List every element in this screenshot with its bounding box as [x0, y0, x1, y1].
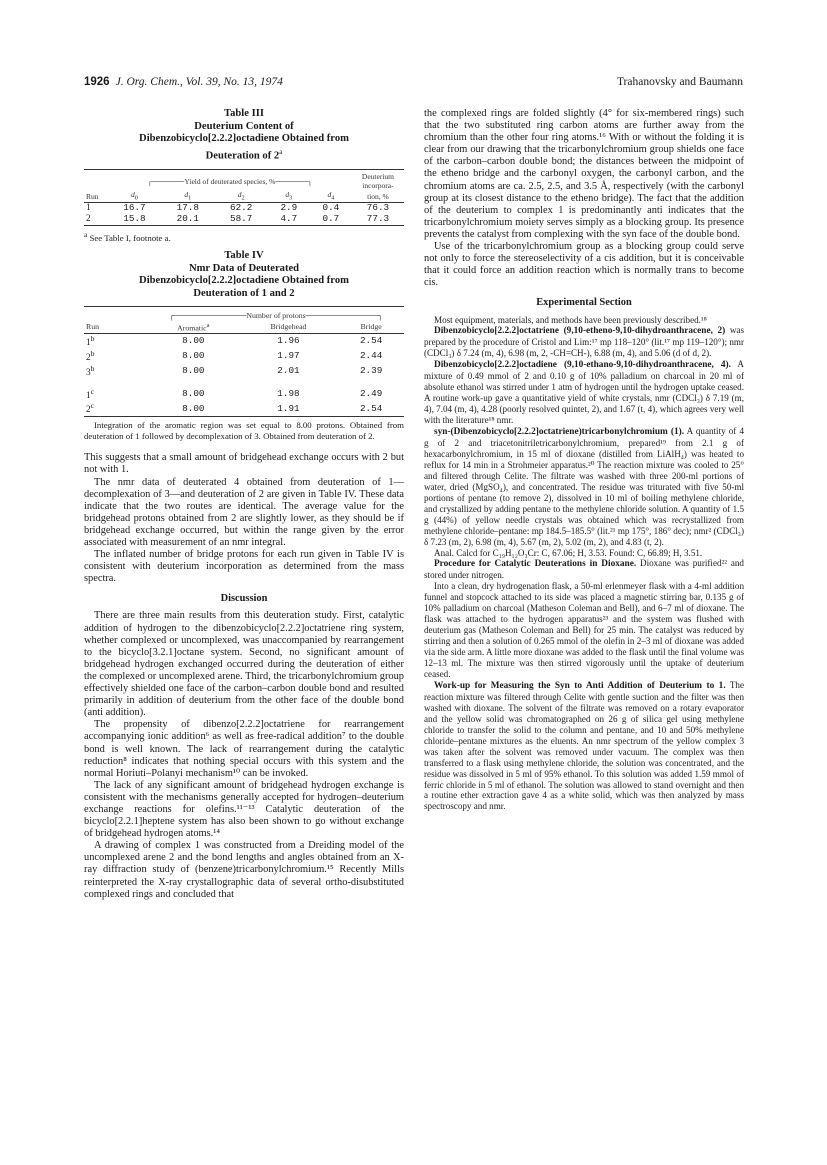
table4-col-bridge: Bridge: [360, 322, 382, 332]
body-paragraph: Use of the tricarbonylchromium group as a blocking group could serve not only to force the stereoselectivity of a cis addition, but it is conceivable that it could force an addition reaction which is normally trans to become cis.: [424, 241, 744, 289]
table4-title-line2: Dibenzobicyclo[2.2.2]octadiene Obtained from: [139, 275, 349, 287]
body-paragraph: There are three main results from this deuteration study. First, catalytic addition of hydrogen to the dibenzobicyclo[2.2.2]octatriene ring system, whether complexed or uncomplexed, was unaccompanied by rearrangement to the bicyclo[3.2.1]octane system. Second, no significant amount of bridgehead hydrogen exchanged occurred during the deuteration of either the complexed or uncomplexed arene. Third, the tricarbonylchromium group effectively shielded one face of the carbon–carbon double bond and resulted primarily in addition of deuterium from the other face of the double bond (anti addition).: [84, 610, 404, 719]
body-paragraph: The inflated number of bridge protons for each run given in Table IV is consistent with deuterium incorporation as determined from the mass spectra.: [84, 549, 404, 585]
body-paragraph: This suggests that a small amount of bridgehead exchange occurs with 2 but not with 1.: [84, 452, 404, 476]
table3-title-text: Deuteration of 2: [205, 150, 280, 162]
header-left: [84, 76, 283, 88]
table3-col-d3: $d_3$: [285, 189, 293, 202]
table4-col-bridgehead: Bridgehead: [270, 322, 307, 332]
experimental-section: [424, 315, 744, 813]
table3-col-deut: tion, %: [367, 191, 389, 201]
table3-label: Table III: [224, 108, 264, 119]
table3-title-line2: Dibenzobicyclo[2.2.2]octadiene Obtained from: [139, 133, 349, 145]
body-paragraph: The nmr data of deuterated 4 obtained from deuteration of 1—decomplexation of 3—and deuteration of 2 are given in Table IV. These data indicate that the two routes are identical. The average value for the bridgehead protons obtained from 2 are slightly lower, as they should be if bridgehead exchange occurred, but within the range given by the error associated with measurement of an nmr integral.: [84, 476, 404, 548]
table3: ┌──────Yield of deuterated species, %──────┐ Deuterium incorpora- Run $d_0$ $d_1$ $d_2$ $d_3$ $d_4$ tion, % 1 16.7 17.8 62.2 2.9 0.4 76.3 2 15.8 20.1 58.7 4.7 0.7 77.3: [84, 169, 404, 226]
experimental-heading: Experimental Section: [536, 297, 632, 309]
body-paragraph: The lack of any significant amount of bridgehead hydrogen exchange is consistent with the mechanisms generally accepted for hydrogen–deuterium exchange reactions for olefins.¹¹⁻¹³ Catalytic deuteration of the bicyclo[2.2.1]heptene system has also been shown to go without exchange of bridgehead hydrogen atoms.¹⁴: [84, 779, 404, 840]
table-row: 2$^c$ 8.00 1.91 2.54: [84, 401, 404, 416]
right-column: [424, 108, 744, 812]
exp-paragraph: Into a clean, dry hydrogenation flask, a 50-ml erlenmeyer flask with a 4-ml addition funnel and stopcock attached to its side was placed a magnetic stirring bar, 0.135 g of 10% palladium on charcoal (Matheson Coleman and Bell), and 6–7 ml of dioxane. The flask was attached to the hydrogen apparatus²³ and the system was flushed with deuterium gas (Matheson Coleman and Bell) for 25 min. The catalyst was reduced by stirring and then a solution of 0.265 mmol of the olefin in 2–3 ml of dioxane was added via the side arm. A little more dioxane was added to the flask until the final volume was 12–13 ml. The mixture was then stirred vigorously until the uptake of deuterium ceased.: [424, 581, 744, 679]
table3-footnote: $^a$ See Table I, footnote a.: [84, 230, 171, 243]
exp-paragraph: syn-(Dibenzobicyclo[2.2.2]octatriene)tricarbonylchromium (1). A quantity of 4 g of 2 and triacetonitriletricarbonylchromium, prepared¹⁹ from 2.1 g of hexacarbonylchromium, in 15 ml of dioxane (distilled from LiAlH₄) was heated to reflux for 14 min in a Strohmeier apparatus.²⁰ The reaction mixture was cooled to 25° and filtered through Celite. The filtrate was washed with three 200-ml portions of water, dried (MgSO₄), and concentrated. The residue was triturated with five 50-ml portions of pentane (to remove 2), dissolved in 10 ml of boiling methylene chloride, and crystallized by adding pentane to the methylene chloride solution. A quantity of 1.5 g (44%) of yellow needle crystals was obtained which was recrystallized from methylene chloride–pentane: mp 184.5–185.5° (lit.²¹ mp 175°, 186° dec); nmr² (CDCl₃) δ 7.23 (m, 2), 6.98 (m, 4), 5.67 (m, 2), 5.02 (m, 2), and 4.83 (t, 2).: [424, 426, 744, 547]
table-row: 2 15.8 20.1 58.7 4.7 0.7 77.3: [84, 214, 404, 225]
exp-paragraph: Work-up for Measuring the Syn to Anti Addition of Deuterium to 1. The reaction mixture was filtered through Celite with gentle suction and the filter was then washed with dioxane. The solvent of the filtrate was removed on a rotary evaporator and the yellow solid was chromatographed on 26 g of silica gel using methylene chloride to transfer the solid to the column and pentane, and 10 and 50% methylene chloride–pentane mixtures as the eluents. An nmr spectrum of the yellow complex 3 was taken after the solvent was removed under vacuum. The complex was then transferred to a flask using methylene chloride, the solution was concentrated, and the residue was dissolved in 5 ml of 95% ethanol. To this solution was added 1.59 mmol of ferric chloride in 5 ml of ethanol. The solution was allowed to stand overnight and then a routine ether extraction gave 4 as a white solid, which was then analyzed by mass spectroscopy and nmr.: [424, 679, 744, 812]
exp-paragraph: Procedure for Catalytic Deuterations in Dioxane. Dioxane was purified²² and stored under nitrogen.: [424, 558, 744, 581]
table-row: 3$^b$ 8.00 2.01 2.39: [86, 363, 383, 378]
table4-col-run: Run: [86, 322, 99, 332]
table4-label: Table IV: [224, 249, 264, 261]
page-number: 1926: [84, 76, 110, 88]
table3-col-d0: $d_0$: [131, 189, 138, 202]
table4-group-header: Number of protons: [246, 311, 306, 321]
table-row: 1$^b$ 8.00 1.96 2.54: [86, 333, 383, 348]
table3-group-header: Yield of deuterated species, %: [184, 177, 276, 187]
table3-col-d1: $d_1$: [184, 189, 192, 202]
table3-col-d4: $d_4$: [327, 189, 335, 202]
table4-title-line3: Deuteration of 1 and 2: [193, 287, 295, 299]
left-column: [84, 108, 404, 901]
exp-paragraph: Dibenzobicyclo[2.2.2]octatriene (9,10-etheno-9,10-dihydroanthracene, 2) was prepared by the procedure of Cristol and Lim:¹⁷ mp 118–120° (lit.¹⁷ mp 119–120°); nmr (CDCl₃) δ 7.24 (m, 4), 6.98 (m, 2, -CH=CH-), 6.88 (m, 4), and 5.06 (d of d, 2).: [424, 325, 744, 359]
table-row: 1$^c$ 8.00 1.98 2.49: [86, 386, 383, 401]
table4-footnote: Integration of the aromatic region was set equal to 8.00 protons. Obtained from deuteration of 1 followed by decomplexation of 3. Obtained from deuteration of 2.: [84, 420, 404, 442]
table-row: 1 16.7 17.8 62.2 2.9 0.4 76.3: [86, 202, 390, 214]
exp-paragraph: Most equipment, materials, and methods have been previously described.¹⁸: [434, 314, 707, 325]
running-header: [84, 76, 743, 92]
table3-deut-header: Deuterium incorpora-: [361, 171, 394, 190]
table3-col-run: Run: [86, 191, 99, 201]
body-paragraph: the complexed rings are folded slightly (4° for six-membered rings) such that the two substituted ring carbon atoms are further away from the chromium than the other four ring atoms.¹⁶ With or without the folding it is clear from our drawing that the tricarbonylchromium group shields one face of the carbon–carbon double bond; the distances between the midpoint of the etheno bridge and the carbonyl oxygen, the carbonyl carbon, and the chromium atoms are ca. 2.5, 2.5, and 3.5 Å, respectively (with the carbonyl group at its closest distance to the etheno bridge). The fact that the addition of the deuterium to complex 1 is predominantly anti indicates that the tricarbonylchromium moiety serves simply as a blocking group. Its presence prevents the catalyst from complexing with the syn face of the double bond.: [424, 108, 744, 240]
table4-col-aromatic: Aromatic$^a$: [177, 321, 210, 333]
discussion-heading: Discussion: [220, 593, 268, 605]
table3-col-d2: $d_2$: [237, 189, 245, 202]
exp-paragraph: Anal. Calcd for C₁₉H₁₂O₃Cr: C, 67.06; H, 3.53. Found: C, 66.89; H, 3.51.: [434, 547, 703, 558]
journal-citation: J. Org. Chem., Vol. 39, No. 13, 1974: [115, 76, 283, 88]
table-row: 2$^b$ 8.00 1.97 2.44: [86, 348, 383, 363]
exp-paragraph: Dibenzobicyclo[2.2.2]octadiene (9,10-ethano-9,10-dihydroanthracene, 4). A mixture of 0.49 mmol of 2 and 0.10 g of 10% palladium on charcoal in 20 ml of absolute ethanol was stirred under 1 atm of hydrogen until the hydrogen uptake ceased. A routine work-up gave a quantitative yield of white crystals, nmr (CDCl₃) δ 7.19 (m, 4), 7.04 (m, 4), 4.28 (poorly resolved quintet, 2), and 1.67 (t, 4), which agrees very well with the literature¹⁸ nmr.: [424, 359, 744, 426]
table3-title-line1: Deuterium Content of: [194, 120, 294, 132]
body-paragraph: The propensity of dibenzo[2.2.2]octatriene for rearrangement accompanying ionic addition⁶ as well as free-radical addition⁷ to the double bond is well known. The lack of rearrangement during the catalytic reduction⁸ indicates that nothing special occurs with this system and the normal Horiuti–Polanyi mechanism¹⁰ can be invoked.: [84, 719, 404, 779]
body-paragraph: A drawing of complex 1 was constructed from a Dreiding model of the uncomplexed arene 2 and the bond lengths and angles obtained from an X-ray diffraction study of (benzene)tricarbonylchromium.¹⁵ Recently Mills reinterpreted the X-ray crystallographic data of several ortho-disubstituted complexed rings and concluded that: [84, 840, 404, 900]
table4: ┌─────────────Number of protons─────────────┐ Run Aromatic$^a$ Bridgehead Bridge 1$^b$ 8.00 1.96 2.54 2$^b$ 8.00 1.97 2.44 3$^b$ 8.00 2.01 2.39 1$^c$ 8.00 1.98 2.49 2$^c$ 8.00 1.91 2.54: [84, 306, 404, 417]
header-authors: Trahanovsky and Baumann: [616, 76, 743, 88]
table3-title-footnote-marker: a: [279, 147, 283, 156]
table4-title-line1: Nmr Data of Deuterated: [188, 262, 300, 274]
table3-title-line3: [84, 146, 404, 163]
